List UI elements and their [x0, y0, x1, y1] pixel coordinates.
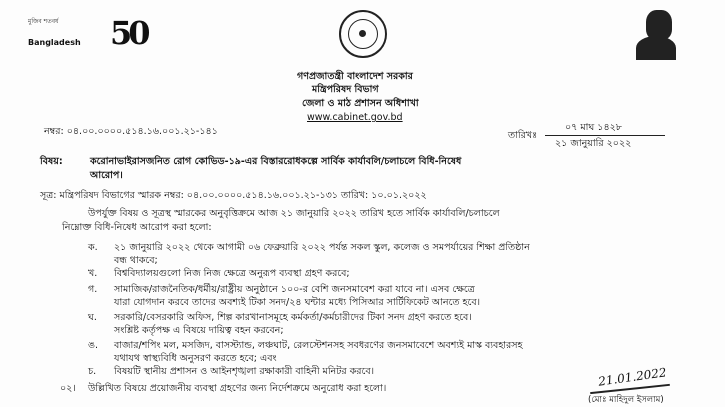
item-mark: ঘ.	[88, 312, 97, 323]
portrait-icon	[630, 8, 690, 60]
item-mark: চ.	[88, 366, 97, 377]
para2-number: ০২।	[60, 383, 76, 394]
date-english: ২১ জানুয়ারি ২০২২	[555, 138, 632, 149]
item-mark: ঙ.	[88, 340, 98, 351]
item-text: ২১ জানুয়ারি ২০২২ থেকে আগামী ০৬ ফেব্রুয়ারি ২০২২ পর্যন্ত সকল স্কুল, কলেজ ও সমপর্যায়ের শিক্ষা প্রতিষ্ঠান	[114, 242, 530, 253]
date-divider	[545, 135, 665, 136]
item-text: সামাজিক/রাজনৈতিক/ধর্মীয়/রাষ্ট্রীয় অনুষ্ঠানে ১০০-র বেশি জনসমাবেশ করা যাবে না। এসব ক্ষেত্রে	[114, 284, 475, 295]
item-mark: গ.	[88, 284, 98, 295]
header-government: গণপ্রজাতন্ত্রী বাংলাদেশ সরকার	[297, 71, 413, 82]
signature-date: 21.01.2022	[597, 365, 668, 389]
header-division: মন্ত্রিপরিষদ বিভাগ	[312, 84, 379, 95]
memo-number: নম্বর: ০৪.০০.০০০০.৫১৪.১৬.০০১.২১-১৪১	[44, 126, 218, 137]
mujib-borsho-text: মুজিব শতবর্ষ	[28, 18, 59, 25]
item-mark: ক.	[88, 242, 98, 253]
date-bangla: ০৭ মাঘ ১৪২৮	[565, 122, 622, 133]
intro-line2: নিম্নোক্ত বিধি-নিষেধ আরোপ করা হলো:	[62, 222, 212, 233]
item-text: সংশ্লিষ্ট কর্তৃপক্ষ এ বিষয়ে দায়িত্ব বহন করবেন;	[114, 325, 284, 336]
bangladesh-50-logo	[28, 10, 147, 52]
signatory-name: (মোঃ মাহিদুল ইসলাম)	[588, 395, 664, 405]
reference-line: সূত্র: মন্ত্রিপরিষদ বিভাগের স্মারক নম্বর: ০৪.০০.০০০০.৫১৪.১৬.০০১.২১-১৩১ তারিখ: ১০.০১.২০২২	[40, 190, 427, 201]
item-text: যথাযথ স্বাস্থ্যবিধি অনুসরণ করতে হবে; এবং	[114, 353, 277, 364]
header-wing: জেলা ও মাঠ প্রশাসন অধিশাখা	[302, 98, 419, 109]
anniversary-50-mark: 50	[110, 14, 147, 52]
item-text: সরকারি/বেসরকারি অফিস, শিল্প কারখানাসমূহে কর্মকর্তা/কর্মচারীদের টিকা সনদ গ্রহণ করতে হবে।	[114, 312, 472, 323]
para2-text: উল্লিখিত বিষয়ে প্রয়োজনীয় ব্যবস্থা গ্রহণের জন্য নির্দেশক্রমে অনুরোধ করা হলো।	[88, 383, 387, 394]
item-text: বাজার/শপিং মল, মসজিদ, বাসস্ট্যান্ড, লঞ্চঘাট, রেলস্টেশনসহ সবধরণের জনসমাবেশে অবশ্যই মাস্ক ব্যবহারসহ	[114, 340, 523, 351]
intro-line1: উপর্যুক্ত বিষয় ও সূত্রস্থ স্মারকের অনুবৃত্তিক্রমে আজ ২১ জানুয়ারি ২০২২ তারিখ হতে সার্বিক কার্যাবলি/চলাচলে	[88, 208, 500, 219]
government-seal-icon	[339, 10, 387, 58]
item-text: বিষয়টি স্থানীয় প্রশাসন ও আইনশৃঙ্খলা রক্ষাকারী বাহিনী মনিটর করবে।	[114, 366, 375, 377]
item-text: যারা যোগদান করবে তাদের অবশ্যই টিকা সনদ/২৪ ঘন্টার মধ্যে পিসিআর সার্টিফিকেট আনতে হবে।	[114, 297, 481, 308]
subject-text-line2: আরোপ।	[90, 170, 123, 181]
item-text: বিশ্ববিদ্যালয়গুলো নিজ নিজ ক্ষেত্রে অনুরূপ ব্যবস্থা গ্রহণ করবে;	[114, 268, 350, 279]
subject-text-line1: করোনাভাইরাসজনিত রোগ কোভিড-১৯-এর বিস্তাররোধকল্পে সার্বিক কার্যাবলি/চলাচলে বিধি-নিষেধ	[90, 156, 462, 167]
bangladesh-label: Bangladesh	[28, 38, 81, 47]
item-text: বন্ধ থাকবে;	[114, 255, 158, 266]
website-link[interactable]: www.cabinet.gov.bd	[307, 112, 403, 123]
subject-label: বিষয়:	[40, 156, 63, 167]
date-label: তারিখঃ	[508, 130, 538, 141]
item-mark: খ.	[88, 268, 98, 279]
